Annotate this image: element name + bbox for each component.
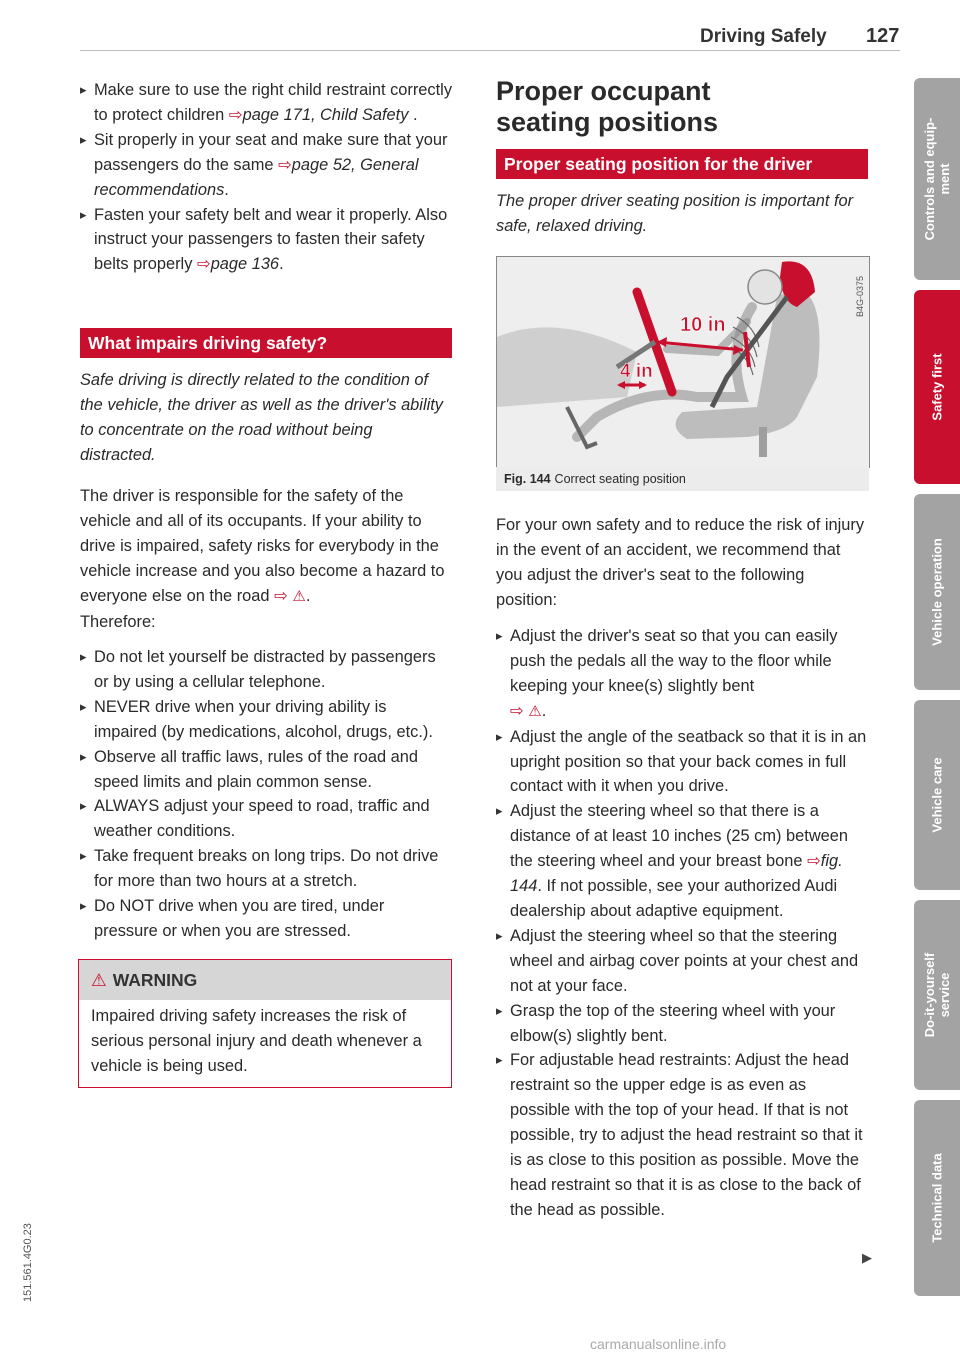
body-paragraph: For your own safety and to reduce the risk of injury in the event of an accident, we recommend that you adjust the driver's seat to the following position: (496, 516, 865, 609)
list-item: ▸ ALWAYS adjust your speed to road, traffic and weather conditions. (80, 794, 452, 844)
watermark: carmanualsonline.info (590, 1336, 727, 1352)
tab-safety-first[interactable]: Safety first (914, 290, 960, 484)
list-item: ▸ Adjust the angle of the seatback so that it is in an upright position so that your back comes in full contact with it when you drive. (496, 725, 868, 800)
sub-heading: Proper seating position for the driver (496, 149, 868, 179)
list-item: ▸ Do NOT drive when you are tired, under pressure or when you are stressed. (80, 894, 452, 944)
left-column (80, 78, 452, 277)
tab-controls-and-equipment[interactable]: Controls and equip- ment (914, 78, 960, 280)
list-item: ▸ Observe all traffic laws, rules of the road and speed limits and plain common sense. (80, 745, 452, 795)
list-item: ▸ Do not let yourself be distracted by passengers or by using a cellular telephone. (80, 645, 452, 695)
sub-intro: The proper driver seating position is important for safe, relaxed driving. (496, 192, 854, 235)
continue-arrow-icon: ▶ (862, 1250, 872, 1265)
seating-illustration (497, 257, 869, 467)
section-intro: Safe driving is directly related to the condition of the vehicle, the driver as well as the driver's ability to concentrate on the road without being distracted. (80, 371, 443, 464)
arrow-right-icon: ⇨ (807, 852, 821, 871)
body-paragraph: The driver is responsible for the safety of the vehicle and all of its occupants. If your ability to drive is impaired, safety risks for everybody in the vehicle increase and you also become a hazard to everyone else on the road ⇨ ⚠. Therefore: (80, 487, 445, 631)
arrow-right-icon: ⇨ (510, 701, 524, 720)
seating-figure (496, 256, 870, 468)
running-header-title: Driving Safely (700, 26, 827, 47)
figure-reference-link[interactable]: fig. 144 (510, 852, 843, 896)
list-item: ▸ Fasten your safety belt and wear it properly. Also instruct your passengers to fasten their safety belts properly ⇨page 136. (80, 203, 452, 278)
arrow-right-icon: ⇨ (278, 155, 292, 174)
knee-distance-label: 4 in (620, 361, 653, 382)
steering-distance-label: 10 in (680, 314, 726, 336)
seating-steps-list (496, 624, 868, 1223)
list-item: ▸ For adjustable head restraints: Adjust the head restraint so the upper edge is as even as possible with the top of your head. If that is not possible, try to adjust the head restraint so that it is as close to this position as possible. Move the head restraint so that it is as close to the back of the head as possible. (496, 1048, 868, 1222)
tab-vehicle-care[interactable]: Vehicle care (914, 700, 960, 890)
list-item: ▸ Make sure to use the right child restraint correctly to protect children ⇨page 171, Child Safety . (80, 78, 452, 128)
page-title: Proper occupant seating positions (496, 76, 719, 137)
arrow-right-icon: ⇨ (274, 586, 288, 605)
document-code: 151.561.4G0.23 (22, 1223, 34, 1302)
cross-reference-link[interactable]: page 52, General recommendations (94, 155, 419, 199)
header-divider (80, 50, 900, 51)
tab-technical-data[interactable]: Technical data (914, 1100, 960, 1296)
list-item: ▸ Adjust the driver's seat so that you can easily push the pedals all the way to the floor while keeping your knee(s) slightly bent ⇨ ⚠. (496, 624, 868, 725)
cross-reference-link[interactable]: page 136 (210, 255, 280, 274)
cross-reference-link[interactable]: page 171, Child Safety (242, 105, 409, 124)
arrow-right-icon: ⇨ (196, 255, 211, 274)
section-heading: What impairs driving safety? (80, 328, 452, 358)
list-item: ▸ NEVER drive when your driving ability is impaired (by medications, alcohol, drugs, etc.). (80, 695, 452, 745)
list-item: ▸ Grasp the top of the steering wheel with your elbow(s) slightly bent. (496, 999, 868, 1049)
tab-vehicle-operation[interactable]: Vehicle operation (914, 494, 960, 690)
warning-header: ⚠ WARNING (79, 960, 451, 1000)
list-item: ▸ Sit properly in your seat and make sure that your passengers do the same ⇨page 52, General recommendations. (80, 128, 452, 203)
arrow-right-icon: ⇨ (228, 105, 243, 124)
page-number: 127 (866, 25, 900, 47)
warning-box (78, 959, 452, 1088)
list-item: ▸ Adjust the steering wheel so that the steering wheel and airbag cover points at your chest and not at your face. (496, 924, 868, 999)
warning-triangle-icon: ⚠ (91, 970, 107, 990)
impairment-list (80, 645, 452, 944)
figure-caption: Fig. 144 Correct seating position (496, 467, 869, 491)
list-item: ▸ Adjust the steering wheel so that there is a distance of at least 10 inches (25 cm) between the steering wheel and your breast bone ⇨fig. 144. If not possible, see your authorized Audi dealership about adaptive equipment. (496, 799, 868, 924)
warning-triangle-icon[interactable]: ⚠ (292, 587, 306, 605)
warning-triangle-icon[interactable]: ⚠ (528, 702, 542, 720)
warning-text: Impaired driving safety increases the risk of serious personal injury and death whenever a vehicle is being used. (91, 1007, 422, 1075)
list-item: ▸ Take frequent breaks on long trips. Do not drive for more than two hours at a stretch. (80, 844, 452, 894)
figure-code: B4G-0375 (855, 275, 865, 317)
tab-do-it-yourself-service[interactable]: Do-it-yourself service (914, 900, 960, 1090)
